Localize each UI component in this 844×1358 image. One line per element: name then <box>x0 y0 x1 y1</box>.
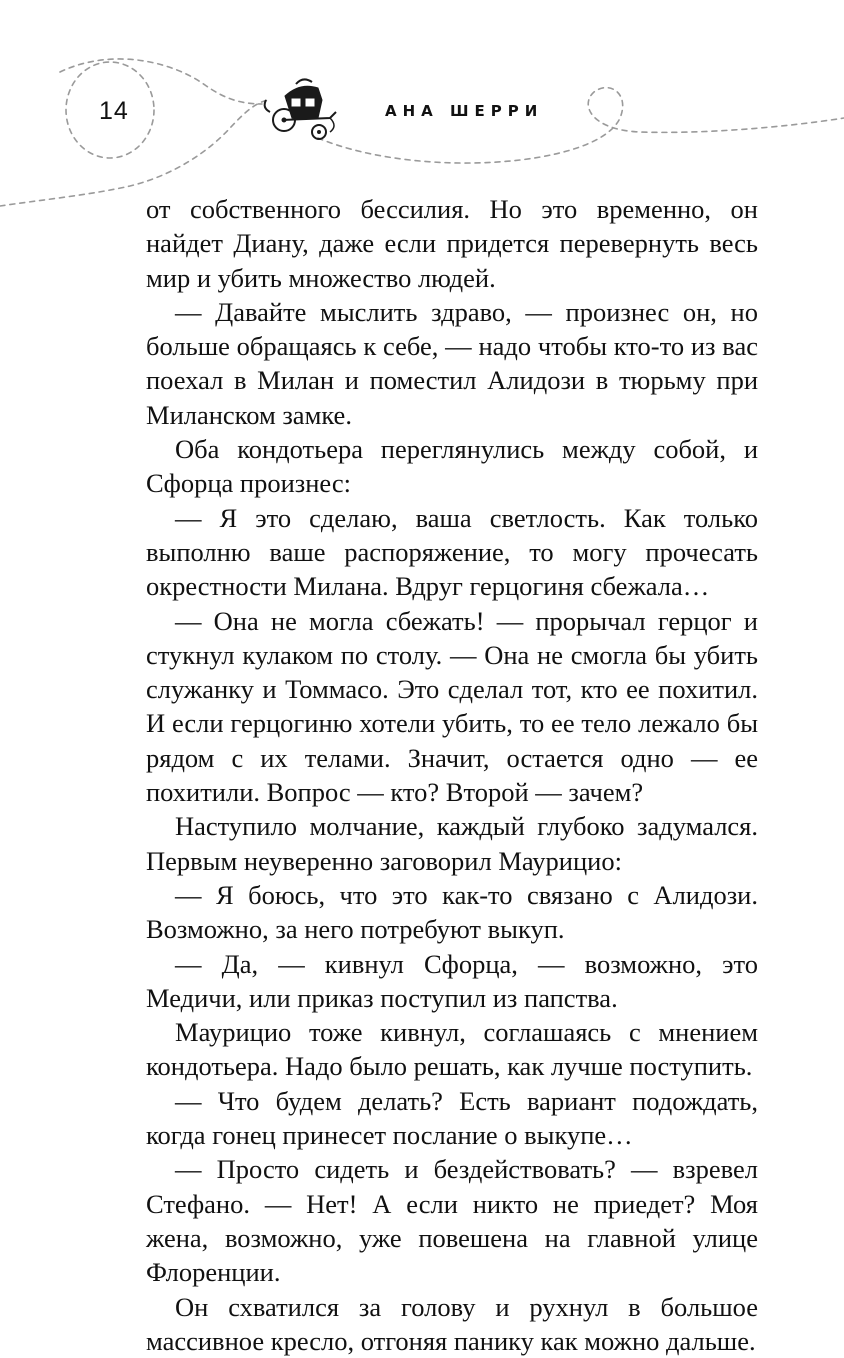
dashed-swirl-right <box>318 88 844 163</box>
paragraph: — Просто сидеть и бездействовать? — взревел Стефано. — Нет! А если никто не приедет? Моя жена, возможно, уже повешена на главной улице Флоренции. <box>146 1152 758 1289</box>
body-text <box>146 192 758 1358</box>
paragraph: — Я боюсь, что это как-то связано с Алидози. Возможно, за него потребуют выкуп. <box>146 878 758 947</box>
page-number: 14 <box>99 97 129 126</box>
running-header-author: АНА ШЕРРИ <box>385 102 543 120</box>
paragraph: Он схватился за голову и рухнул в большое массивное кресло, отгоняя панику как можно дальше. <box>146 1290 758 1358</box>
paragraph: — Она не могла сбежать! — прорычал герцог и стукнул кулаком по столу. — Она не смогла бы убить служанку и Томмасо. Это сделал тот, кто ее похитил. И если герцогиню хотели убить, то ее тело лежало бы рядом с их телами. Значит, остается одно — ее похитили. Вопрос — кто? Второй — зачем? <box>146 604 758 810</box>
dashed-swirl-left <box>0 100 268 206</box>
paragraph: Наступило молчание, каждый глубоко задумался. Первым неуверенно заговорил Маурицио: <box>146 809 758 878</box>
paragraph: Оба кондотьера переглянулись между собой, и Сфорца произнес: <box>146 432 758 501</box>
paragraph: — Что будем делать? Есть вариант подождать, когда гонец принесет послание о выкупе… <box>146 1084 758 1153</box>
dashed-swirl-top <box>60 59 262 104</box>
paragraph: от собственного бессилия. Но это временно, он найдет Диану, даже если придется перевернуть весь мир и убить множество людей. <box>146 192 758 295</box>
paragraph: — Да, — кивнул Сфорца, — возможно, это Медичи, или приказ поступил из папства. <box>146 947 758 1016</box>
paragraph: Маурицио тоже кивнул, соглашаясь с мнением кондотьера. Надо было решать, как лучше поступить. <box>146 1015 758 1084</box>
paragraph: — Я это сделаю, ваша светлость. Как только выполню ваше распоряжение, то могу прочесать окрестности Милана. Вдруг герцогиня сбежала… <box>146 501 758 604</box>
paragraph: — Давайте мыслить здраво, — произнес он, но больше обращаясь к себе, — надо чтобы кто-то из вас поехал в Милан и поместил Алидози в тюрьму при Миланском замке. <box>146 295 758 432</box>
carriage-icon <box>265 79 336 139</box>
